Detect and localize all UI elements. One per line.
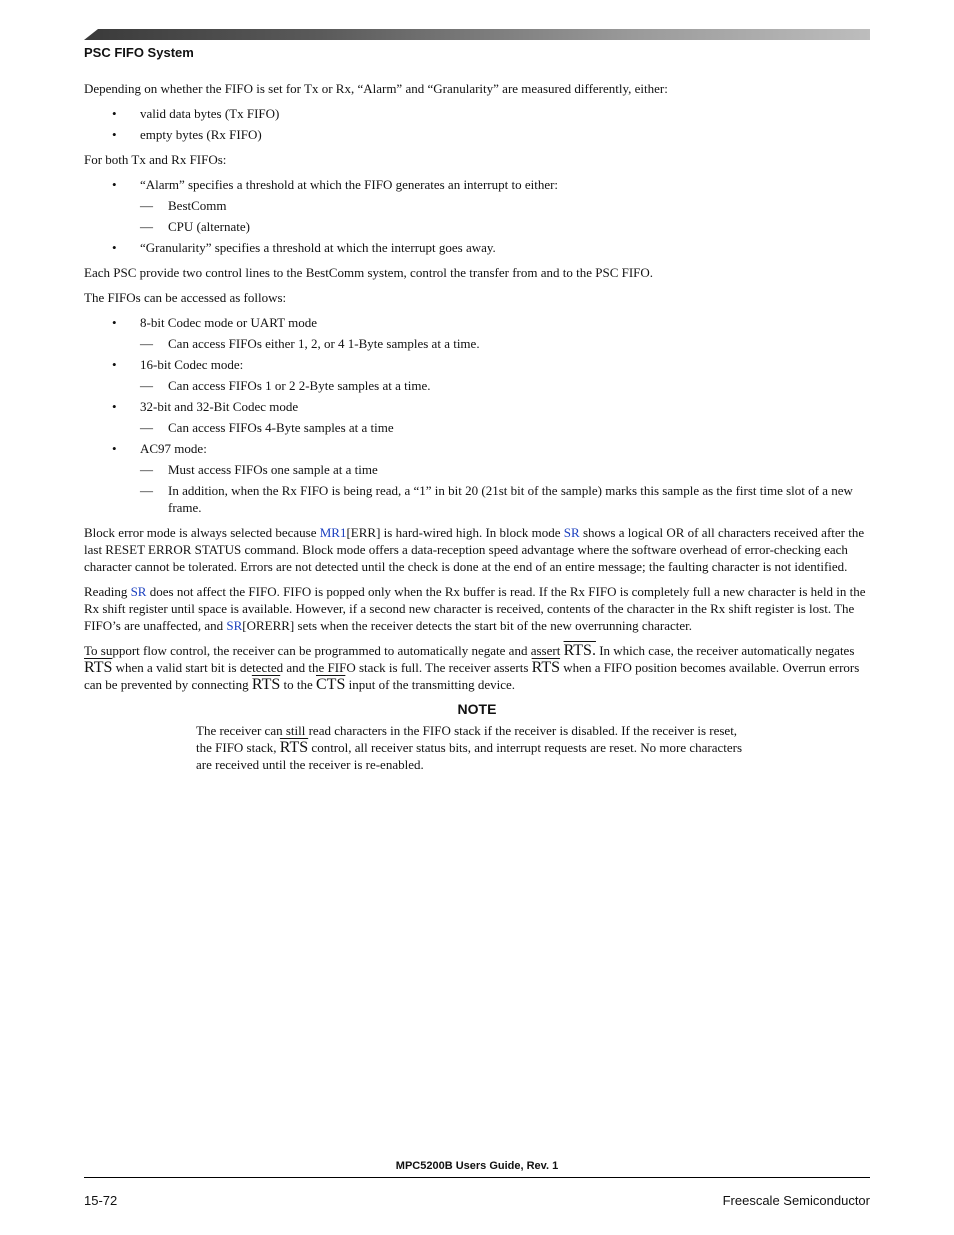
rts-signal: $\overline{RTS}$	[531, 659, 561, 676]
page-body	[84, 80, 870, 773]
both-fifos-paragraph: For both Tx and Rx FIFOs:	[84, 152, 227, 167]
reading-paragraph: Reading SR does not affect the FIFO. FIFO is popped only when the Rx buffer is read. If the Rx FIFO is completely full a new character is held in the Rx shift register until space is available. However, if a second new character is received, contents of the character in the Rx shift register is lost. The FIFO’s are unaffected, and SR[ORERR] sets when the receiver detects the start bit of the new overrunning character.	[84, 584, 866, 633]
sr-register-link[interactable]: SR	[226, 618, 243, 633]
sub-list-item: — CPU (alternate)	[140, 219, 250, 234]
sub-list-item: — Can access FIFOs either 1, 2, or 4 1-Byte samples at a time.	[140, 336, 480, 351]
note-body: The receiver can still read characters in the FIFO stack if the receiver is disabled. If the receiver is reset, the FIFO stack, $\overline{RTS}$ control, all receiver status bits, and interrupt requests are reset. No more characters are received until the receiver is re-enabled.	[196, 723, 743, 772]
list-item: • “Granularity” specifies a threshold at which the interrupt goes away.	[112, 240, 496, 255]
sub-list-item: — Must access FIFOs one sample at a time	[140, 462, 378, 477]
list-item: • 8-bit Codec mode or UART mode	[112, 315, 317, 330]
footer-title: MPC5200B Users Guide, Rev. 1	[395, 1160, 559, 1172]
sub-list-item: — In addition, when the Rx FIFO is being read, a “1” in bit 20 (21st bit of the sample) marks this sample as the first time slot of a new frame.	[140, 483, 853, 515]
flow-control-paragraph: To support flow control, the receiver can be programmed to automatically negate and assert RTS. In which case, the receiver automatically negates $\overline{RTS}$ when a valid start bit is detected and the FIFO stack is full. The receiver asserts $\overline{RTS}$ when a FIFO position becomes available. Overrun errors can be prevented by connecting $\overline{RTS}$ to the $\overline{CTS}$ input of the transmitting device.	[84, 642, 860, 693]
access-paragraph: The FIFOs can be accessed as follows:	[84, 290, 287, 305]
rts-signal: RTS.	[563, 642, 596, 659]
sub-list-item: — Can access FIFOs 1 or 2 2-Byte samples at a time.	[140, 378, 431, 393]
rts-signal: $\overline{RTS}$	[251, 676, 281, 693]
list-item: • empty bytes (Rx FIFO)	[112, 127, 262, 142]
note-heading: NOTE	[457, 701, 497, 717]
page-number: 15-72	[84, 1193, 118, 1208]
list-item: • 16-bit Codec mode:	[112, 357, 244, 372]
list-item: • AC97 mode:	[112, 441, 207, 456]
footer-divider	[84, 1177, 870, 1178]
list-item: • 32-bit and 32-Bit Codec mode	[112, 399, 299, 414]
sub-list-item: — BestComm	[140, 198, 227, 213]
intro-paragraph: Depending on whether the FIFO is set for Tx or Rx, “Alarm” and “Granularity” are measured differently, either:	[84, 81, 668, 96]
rts-signal: $\overline{RTS}$	[279, 739, 309, 756]
control-lines-paragraph: Each PSC provide two control lines to the BestComm system, control the transfer from and to the PSC FIFO.	[84, 265, 654, 280]
section-title: PSC FIFO System	[84, 45, 194, 60]
block-error-paragraph: Block error mode is always selected because MR1[ERR] is hard-wired high. In block mode SR shows a logical OR of all characters received after the last RESET ERROR STATUS command. Block mode offers a data-reception speed advantage where the software overhead of error-checking each character cannot be tolerated. Errors are not detected until the check is done at the end of an entire message; the faulting character is not identified.	[84, 525, 865, 574]
sub-list-item: — Can access FIFOs 4-Byte samples at a time	[140, 420, 394, 435]
company-name: Freescale Semiconductor	[722, 1193, 870, 1208]
cts-signal: $\overline{CTS}$	[316, 676, 346, 693]
sr-register-link[interactable]: SR	[130, 584, 147, 599]
mr1-register-link[interactable]: MR1	[319, 525, 347, 540]
list-item: • valid data bytes (Tx FIFO)	[112, 106, 280, 121]
header-bar	[84, 29, 870, 40]
sr-register-link[interactable]: SR	[563, 525, 580, 540]
list-item: • “Alarm” specifies a threshold at which the FIFO generates an interrupt to either:	[112, 177, 559, 192]
rts-signal: $\overline{RTS}$	[84, 659, 113, 676]
